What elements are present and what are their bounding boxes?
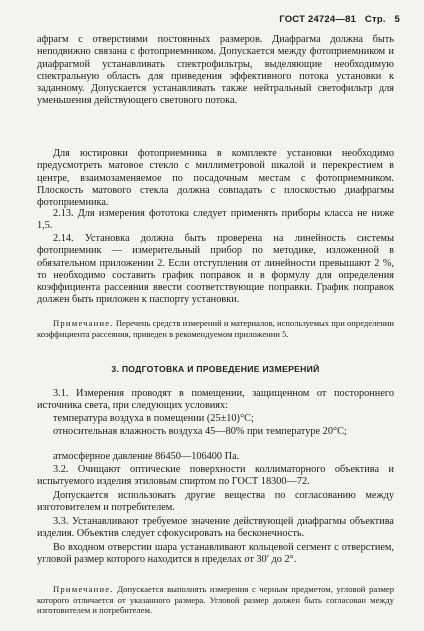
standard-number: ГОСТ 24724—81	[279, 14, 357, 25]
condition-temperature: температура воздуха в помещении (25±10)°С;	[53, 413, 254, 424]
note-text: Перечень средств измерений и материалов, используемых при определении коэффициента рассеяния, приведен в рекомендуемом приложении 5.	[37, 318, 394, 339]
condition-pressure: атмосферное давление 86450—106400 Па.	[53, 451, 240, 462]
clause-2-13: 2.13. Для измерения фототока следует применять приборы класса не ниже 1,5.	[37, 208, 394, 232]
paragraph-substances: Допускается использовать другие вещества по согласованию между изготовителем и потребителем.	[37, 490, 394, 514]
condition-humidity: относительная влажность воздуха 45—80% при температуре 20°С;	[53, 426, 347, 437]
paragraph-ring-segment: Во входном отверстии шара устанавливают кольцевой сегмент с отверстием, угловой размер которого находится в пределах от 30′ до 2°.	[37, 542, 394, 566]
clause-3-3: 3.3. Устанавливают требуемое значение действующей диафрагмы объектива изделия. Объектив следует сфокусировать на бесконечность.	[37, 516, 394, 540]
clause-2-14: 2.14. Установка должна быть проверена на линейность системы фотоприемник — измерительный прибор по методике, изложенной в обязательном приложении 2. Если отступления от линейности превышают 2 %, то необходимо составить график поправок и в формулу для определения коэффициента рассеяния ввести соответствующие поправки. График поправок должен быть приложен к паспорту установки.	[37, 233, 394, 306]
page-header	[279, 14, 400, 25]
clause-3-1: 3.1. Измерения проводят в помещении, защищенном от постороннего источника света, при следующих условиях:	[37, 388, 394, 412]
section-heading: 3. ПОДГОТОВКА И ПРОВЕДЕНИЕ ИЗМЕРЕНИЙ	[111, 364, 320, 374]
note-label: Примечание.	[53, 318, 114, 328]
page-label: Стр.	[364, 14, 386, 25]
note-label: Примечание.	[53, 584, 114, 594]
note-dark-object	[37, 584, 394, 616]
paragraph-alignment: Для юстировки фотоприемника в комплекте установки необходимо предусмотреть матовое стекло с миллиметровой шкалой и перекрестием в центре, взаимозаменяемое по посадочным местам с фотоприемником. Плоскость матового стекла должна совпадать с плоскостью диафрагмы фотоприемника.	[37, 148, 394, 208]
paragraph-aperture: афрагм с отверстиями постоянных размеров. Диафрагма должна быть неподвижно связана с фотоприемником. Допускается между фотоприемником и диафрагмой устанавливать спектрофильтры, выделяющие необходимую спектральную область для приведения эффективного потока установки к заданному. Допускается устанавливать также нейтральный светофильтр для уменьшения действующего светового потока.	[37, 34, 394, 107]
page-number: 5	[394, 14, 400, 25]
note-text: Допускается выполнять измерения с черным предметом, угловой размер которого отличается от указанного размера. Угловой размер должен быть согласован между изготовителем и потребителем.	[37, 584, 394, 616]
clause-3-2: 3.2. Очищают оптические поверхности коллиматорного объектива и испытуемого изделия этиловым спиртом по ГОСТ 18300—72.	[37, 464, 394, 488]
note-instruments	[37, 318, 394, 339]
